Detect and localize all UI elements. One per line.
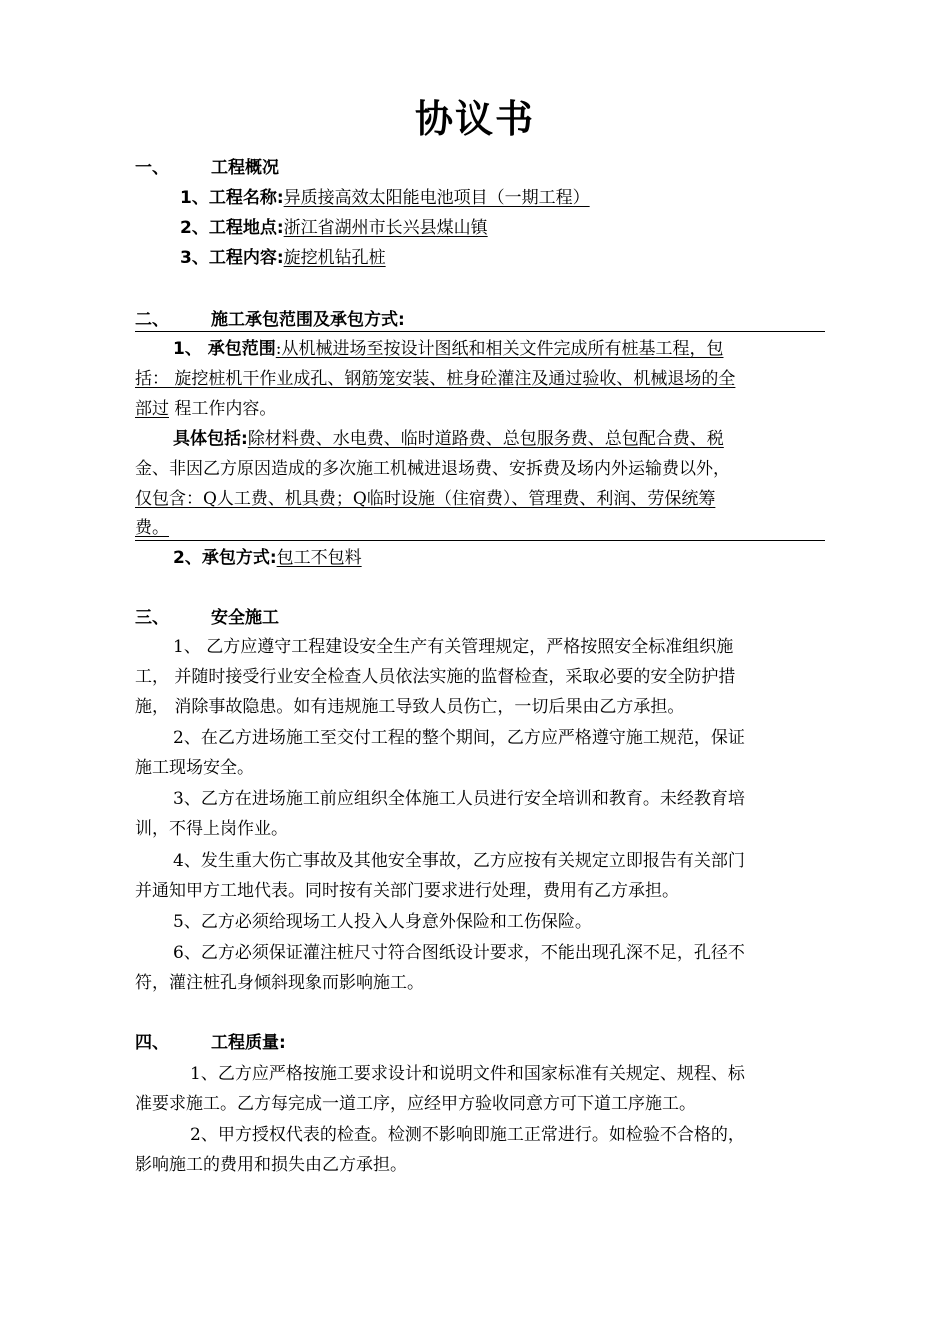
safety-line-4: 2、在乙方进场施工至交付工程的整个期间，乙方应严格遵守施工规范，保证 xyxy=(173,728,745,748)
quality-line-3: 2、甲方授权代表的检查。检测不影响即施工正常进行。如检验不合格的， xyxy=(190,1125,745,1145)
section-heading-3 xyxy=(135,603,825,633)
project-content-label: 3、工程内容: xyxy=(180,248,284,268)
scope-tail: 程工作内容。 xyxy=(169,399,277,419)
divider-top xyxy=(135,331,825,332)
divider-bottom xyxy=(135,540,825,541)
safety-line-10: 5、乙方必须给现场工人投入人身意外保险和工伤保险。 xyxy=(173,912,592,932)
section-number: 二、 xyxy=(135,310,169,330)
quality-line-1: 1、乙方应严格按施工要求设计和说明文件和国家标准有关规定、规程、标 xyxy=(190,1064,745,1084)
page-title: 协议书 xyxy=(414,97,535,141)
method-label: 2、承包方式: xyxy=(173,548,277,568)
safety-line-5: 施工现场安全。 xyxy=(135,758,254,778)
safety-line-3: 施， 消除事故隐患。如有违规施工导致人员伤亡，一切后果由乙方承担。 xyxy=(135,697,685,717)
safety-line-7: 训，不得上岗作业。 xyxy=(135,819,288,839)
section-number: 一、 xyxy=(135,158,169,178)
project-location-line xyxy=(180,213,820,243)
section-title: 工程概况 xyxy=(211,158,279,178)
section-number: 三、 xyxy=(135,608,169,628)
scope-label: 1、 承包范围 xyxy=(173,339,276,359)
quality-line-2: 准要求施工。乙方每完成一道工序，应经甲方验收同意方可下道工序施工。 xyxy=(135,1094,696,1114)
detail-line-3: 仅包含：Q人工费、机具费；Q临时设施（住宿费）、管理费、利润、劳保统筹 xyxy=(135,489,716,509)
project-location-value: 浙江省湖州市长兴县煤山镇 xyxy=(283,218,488,238)
method-value: 包工不包料 xyxy=(276,548,362,568)
project-name-line xyxy=(180,183,820,213)
scope-line-2: 括： 旋挖桩机干作业成孔、钢筋笼安装、桩身砼灌注及通过验收、机械退场的全 xyxy=(135,369,736,389)
section-heading-1 xyxy=(135,153,825,183)
detail-line-4: 费。 xyxy=(135,518,169,538)
section-number: 四、 xyxy=(135,1033,169,1053)
detail-text: 除材料费、水电费、临时道路费、总包服务费、总包配合费、税 xyxy=(247,429,724,449)
safety-line-12: 符，灌注桩孔身倾斜现象而影响施工。 xyxy=(135,973,424,993)
project-location-label: 2、工程地点: xyxy=(180,218,284,238)
detail-line-1 xyxy=(135,424,825,454)
section-heading-4 xyxy=(135,1028,825,1058)
safety-line-1: 1、 乙方应遵守工程建设安全生产有关管理规定，严格按照安全标准组织施 xyxy=(173,637,734,657)
safety-line-11: 6、乙方必须保证灌注桩尺寸符合图纸设计要求，不能出现孔深不足，孔径不 xyxy=(173,943,745,963)
safety-line-6: 3、乙方在进场施工前应组织全体施工人员进行安全培训和教育。未经教育培 xyxy=(173,789,745,809)
project-content-value: 旋挖机钻孔桩 xyxy=(283,248,386,268)
project-name-label: 1、工程名称: xyxy=(180,188,284,208)
detail-label: 具体包括: xyxy=(173,429,248,449)
scope-line-3 xyxy=(135,394,825,424)
section-title: 施工承包范围及承包方式: xyxy=(211,310,405,330)
safety-line-2: 工， 并随时接受行业安全检查人员依法实施的监督检查，采取必要的安全防护措 xyxy=(135,667,736,687)
section-title: 工程质量: xyxy=(211,1033,286,1053)
safety-line-9: 并通知甲方工地代表。同时按有关部门要求进行处理，费用有乙方承担。 xyxy=(135,881,679,901)
project-name-value: 异质接高效太阳能电池项目（一期工程） xyxy=(283,188,590,208)
section-title: 安全施工 xyxy=(211,608,279,628)
method-line xyxy=(135,543,825,573)
scope-line-1 xyxy=(135,334,825,364)
safety-line-8: 4、发生重大伤亡事故及其他安全事故，乙方应按有关规定立即报告有关部门 xyxy=(173,851,745,871)
quality-line-4: 影响施工的费用和损失由乙方承担。 xyxy=(135,1155,407,1175)
scope-text: :从机械进场至按设计图纸和相关文件完成所有桩基工程，包 xyxy=(275,339,724,359)
project-content-line xyxy=(180,243,820,273)
scope-text: 部过 xyxy=(135,399,169,419)
detail-line-2: 金、非因乙方原因造成的多次施工机械进退场费、安拆费及场内外运输费以外， xyxy=(135,459,730,479)
